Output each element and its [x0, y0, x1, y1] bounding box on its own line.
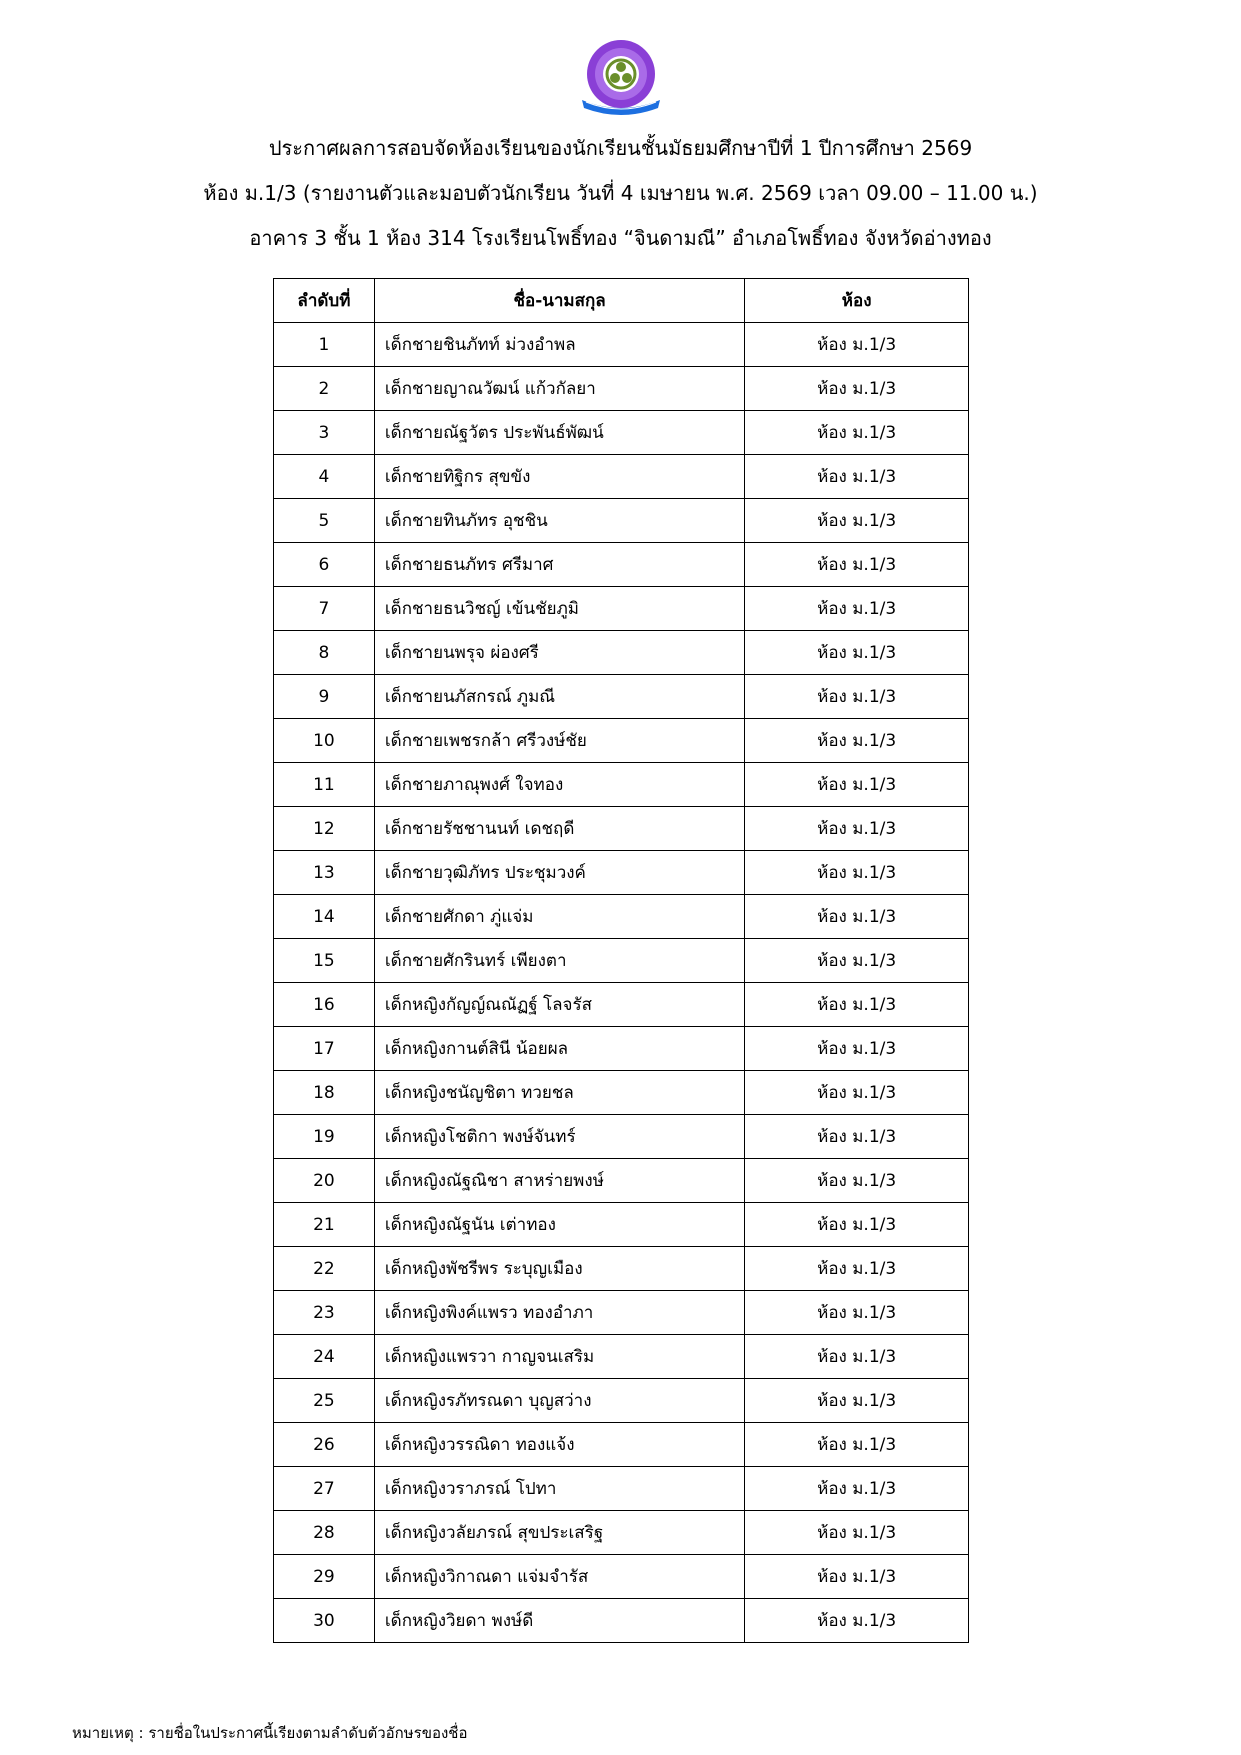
- student-name: เด็กหญิงรภัทรณดา บุญสว่าง: [374, 1379, 744, 1423]
- table-row: [274, 411, 969, 455]
- student-name: เด็กชายภาณุพงศ์ ใจทอง: [374, 763, 744, 807]
- room-cell: ห้อง ม.1/3: [745, 367, 969, 411]
- student-name: เด็กชายเพชรกล้า ศรีวงษ์ชัย: [374, 719, 744, 763]
- room-cell: ห้อง ม.1/3: [745, 807, 969, 851]
- student-name: เด็กชายชินภัทท์ ม่วงอำพล: [374, 323, 744, 367]
- table-row: [274, 1467, 969, 1511]
- table-row: [274, 499, 969, 543]
- student-name: เด็กชายนภัสกรณ์ ภูมณี: [374, 675, 744, 719]
- table-row: [274, 1555, 969, 1599]
- row-number: 29: [274, 1555, 375, 1599]
- room-cell: ห้อง ม.1/3: [745, 1027, 969, 1071]
- student-roster-table: [273, 278, 969, 1643]
- student-name: เด็กหญิงวิกาณดา แจ่มจำรัส: [374, 1555, 744, 1599]
- student-name: เด็กหญิงวิยดา พงษ์ดี: [374, 1599, 744, 1643]
- row-number: 1: [274, 323, 375, 367]
- student-name: เด็กหญิงพัชรีพร ระบุญเมือง: [374, 1247, 744, 1291]
- row-number: 4: [274, 455, 375, 499]
- room-cell: ห้อง ม.1/3: [745, 411, 969, 455]
- table-row: [274, 719, 969, 763]
- student-name: เด็กชายธนภัทร ศรีมาศ: [374, 543, 744, 587]
- table-row: [274, 1203, 969, 1247]
- table-row: [274, 1291, 969, 1335]
- row-number: 23: [274, 1291, 375, 1335]
- student-name: เด็กชายศักรินทร์ เพียงตา: [374, 939, 744, 983]
- table-row: [274, 1379, 969, 1423]
- student-name: เด็กหญิงกานต์สินี น้อยผล: [374, 1027, 744, 1071]
- student-name: เด็กชายญาณวัฒน์ แก้วกัลยา: [374, 367, 744, 411]
- student-name: เด็กหญิงโชติกา พงษ์จันทร์: [374, 1115, 744, 1159]
- student-name: เด็กหญิงชนัญชิตา ทวยชล: [374, 1071, 744, 1115]
- table-row: [274, 763, 969, 807]
- table-row: [274, 631, 969, 675]
- student-name: เด็กหญิงณัฐนัน เต่าทอง: [374, 1203, 744, 1247]
- student-name: เด็กชายรัชชานนท์ เดชฤดี: [374, 807, 744, 851]
- student-name: เด็กชายธนวิชญ์ เข้นชัยภูมิ: [374, 587, 744, 631]
- room-cell: ห้อง ม.1/3: [745, 939, 969, 983]
- room-cell: ห้อง ม.1/3: [745, 1115, 969, 1159]
- room-cell: ห้อง ม.1/3: [745, 1071, 969, 1115]
- table-row: [274, 895, 969, 939]
- table-row: [274, 1115, 969, 1159]
- row-number: 24: [274, 1335, 375, 1379]
- row-number: 17: [274, 1027, 375, 1071]
- room-cell: ห้อง ม.1/3: [745, 763, 969, 807]
- table-row: [274, 455, 969, 499]
- announcement-title: ประกาศผลการสอบจัดห้องเรียนของนักเรียนชั้นมัธยมศึกษาปีที่ 1 ปีการศึกษา 2569: [268, 136, 973, 160]
- table-row: [274, 1159, 969, 1203]
- table-row: [274, 1335, 969, 1379]
- student-name: เด็กชายวุฒิภัทร ประชุมวงค์: [374, 851, 744, 895]
- table-row: [274, 1423, 969, 1467]
- row-number: 14: [274, 895, 375, 939]
- row-number: 12: [274, 807, 375, 851]
- room-cell: ห้อง ม.1/3: [745, 1203, 969, 1247]
- student-name: เด็กชายศักดา ภู่แจ่ม: [374, 895, 744, 939]
- row-number: 9: [274, 675, 375, 719]
- room-cell: ห้อง ม.1/3: [745, 1467, 969, 1511]
- school-logo: [578, 34, 664, 120]
- row-number: 28: [274, 1511, 375, 1555]
- student-name: เด็กหญิงวราภรณ์ โปทา: [374, 1467, 744, 1511]
- table-row: [274, 1247, 969, 1291]
- student-name: เด็กหญิงวรรณิดา ทองแจ้ง: [374, 1423, 744, 1467]
- row-number: 8: [274, 631, 375, 675]
- table-row: [274, 807, 969, 851]
- room-cell: ห้อง ม.1/3: [745, 1511, 969, 1555]
- row-number: 13: [274, 851, 375, 895]
- row-number: 16: [274, 983, 375, 1027]
- row-number: 2: [274, 367, 375, 411]
- row-number: 26: [274, 1423, 375, 1467]
- table-row: [274, 851, 969, 895]
- student-name: เด็กหญิงวลัยภรณ์ สุขประเสริฐ: [374, 1511, 744, 1555]
- row-number: 18: [274, 1071, 375, 1115]
- row-number: 7: [274, 587, 375, 631]
- room-cell: ห้อง ม.1/3: [745, 1555, 969, 1599]
- student-name: เด็กหญิงพิงค์แพรว ทองอำภา: [374, 1291, 744, 1335]
- table-row: [274, 939, 969, 983]
- row-number: 22: [274, 1247, 375, 1291]
- room-cell: ห้อง ม.1/3: [745, 543, 969, 587]
- student-name: เด็กชายทินภัทร อุชชิน: [374, 499, 744, 543]
- header-number: ลำดับที่: [274, 279, 375, 323]
- row-number: 19: [274, 1115, 375, 1159]
- student-name: เด็กชายณัฐวัตร ประพันธ์พัฒน์: [374, 411, 744, 455]
- header-name: ชื่อ-นามสกุล: [374, 279, 744, 323]
- student-name: เด็กชายทิฐิกร สุขขัง: [374, 455, 744, 499]
- student-name: เด็กหญิงณัฐณิชา สาหร่ายพงษ์: [374, 1159, 744, 1203]
- room-cell: ห้อง ม.1/3: [745, 675, 969, 719]
- table-row: [274, 367, 969, 411]
- row-number: 30: [274, 1599, 375, 1643]
- row-number: 11: [274, 763, 375, 807]
- row-number: 3: [274, 411, 375, 455]
- room-cell: ห้อง ม.1/3: [745, 719, 969, 763]
- student-name: เด็กหญิงแพรวา กาญจนเสริม: [374, 1335, 744, 1379]
- table-row: [274, 587, 969, 631]
- table-row: [274, 1511, 969, 1555]
- row-number: 10: [274, 719, 375, 763]
- table-header-row: [274, 279, 969, 323]
- room-cell: ห้อง ม.1/3: [745, 455, 969, 499]
- student-name: เด็กหญิงกัญญ์ณณัฏฐ์ โลจรัส: [374, 983, 744, 1027]
- table-row: [274, 543, 969, 587]
- room-cell: ห้อง ม.1/3: [745, 1247, 969, 1291]
- table-row: [274, 983, 969, 1027]
- room-cell: ห้อง ม.1/3: [745, 1291, 969, 1335]
- room-cell: ห้อง ม.1/3: [745, 323, 969, 367]
- row-number: 15: [274, 939, 375, 983]
- table-row: [274, 675, 969, 719]
- row-number: 21: [274, 1203, 375, 1247]
- row-number: 27: [274, 1467, 375, 1511]
- row-number: 20: [274, 1159, 375, 1203]
- table-row: [274, 323, 969, 367]
- announcement-room-schedule: ห้อง ม.1/3 (รายงานตัวและมอบตัวนักเรียน วันที่ 4 เมษายน พ.ศ. 2569 เวลา 09.00 – 11.00 น.): [203, 181, 1038, 205]
- table-row: [274, 1027, 969, 1071]
- room-cell: ห้อง ม.1/3: [745, 1335, 969, 1379]
- announcement-location: อาคาร 3 ชั้น 1 ห้อง 314 โรงเรียนโพธิ์ทอง “จินดามณี” อำเภอโพธิ์ทอง จังหวัดอ่างทอง: [249, 226, 992, 250]
- room-cell: ห้อง ม.1/3: [745, 895, 969, 939]
- room-cell: ห้อง ม.1/3: [745, 1379, 969, 1423]
- table-row: [274, 1599, 969, 1643]
- footnote: หมายเหตุ : รายชื่อในประกาศนี้เรียงตามลำดับตัวอักษรของชื่อ: [72, 1724, 468, 1742]
- room-cell: ห้อง ม.1/3: [745, 851, 969, 895]
- room-cell: ห้อง ม.1/3: [745, 631, 969, 675]
- room-cell: ห้อง ม.1/3: [745, 1599, 969, 1643]
- logo-petals: [587, 40, 655, 108]
- table-row: [274, 1071, 969, 1115]
- header-room: ห้อง: [745, 279, 969, 323]
- room-cell: ห้อง ม.1/3: [745, 1423, 969, 1467]
- room-cell: ห้อง ม.1/3: [745, 983, 969, 1027]
- student-name: เด็กชายนพรุจ ผ่องศรี: [374, 631, 744, 675]
- row-number: 5: [274, 499, 375, 543]
- room-cell: ห้อง ม.1/3: [745, 587, 969, 631]
- row-number: 25: [274, 1379, 375, 1423]
- room-cell: ห้อง ม.1/3: [745, 1159, 969, 1203]
- room-cell: ห้อง ม.1/3: [745, 499, 969, 543]
- row-number: 6: [274, 543, 375, 587]
